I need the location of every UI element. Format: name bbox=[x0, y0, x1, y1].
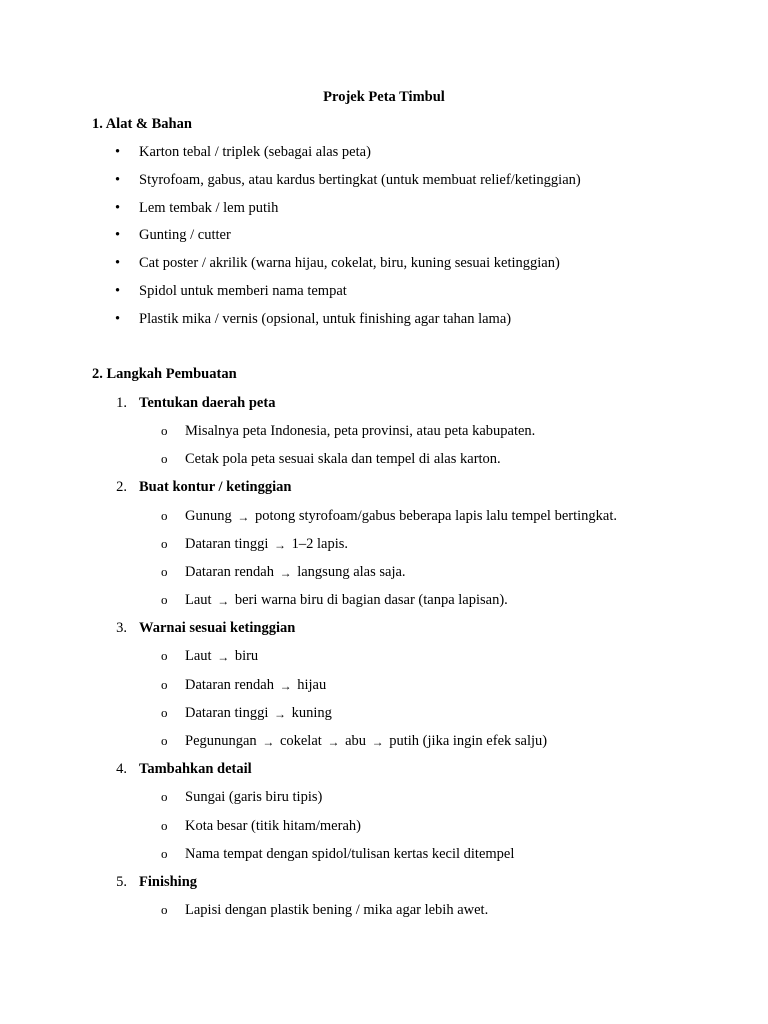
bullet-marker: • bbox=[115, 200, 121, 216]
sub-bullet-marker: o bbox=[161, 451, 168, 466]
sub-list-item bbox=[185, 535, 348, 553]
arrow-right-icon: → bbox=[327, 735, 340, 749]
bullet-marker: • bbox=[115, 144, 121, 160]
item-detail: 1–2 lapis. bbox=[291, 536, 348, 552]
bullet-marker: • bbox=[115, 283, 121, 299]
sub-list-item bbox=[185, 563, 406, 581]
item-detail: langsung alas saja. bbox=[297, 564, 406, 580]
sub-bullet-marker: o bbox=[161, 648, 168, 663]
sub-list-item: Nama tempat dengan spidol/tulisan kertas kecil ditempel bbox=[185, 846, 515, 862]
sub-list-item bbox=[185, 732, 547, 750]
item-term: Laut bbox=[185, 592, 212, 608]
sub-list-item: Lapisi dengan plastik bening / mika agar lebih awet. bbox=[185, 902, 489, 918]
sub-list-item: Misalnya peta Indonesia, peta provinsi, atau peta kabupaten. bbox=[185, 423, 536, 439]
arrow-right-icon: → bbox=[217, 650, 230, 664]
sub-bullet-marker: o bbox=[161, 846, 168, 861]
bullet-marker: • bbox=[115, 311, 121, 327]
sub-list-item bbox=[185, 704, 332, 722]
arrow-right-icon: → bbox=[217, 594, 230, 608]
item-detail: potong styrofoam/gabus beberapa lapis lalu tempel bertingkat. bbox=[254, 508, 617, 524]
sub-bullet-marker: o bbox=[161, 423, 168, 438]
item-detail: hijau bbox=[297, 677, 327, 693]
arrow-right-icon: → bbox=[279, 679, 292, 693]
step-number: 1. bbox=[116, 395, 127, 411]
bullet-marker: • bbox=[115, 172, 121, 188]
item-detail: biru bbox=[234, 648, 259, 664]
item-term: Dataran tinggi bbox=[185, 705, 269, 721]
step-number: 5. bbox=[116, 874, 127, 890]
list-item: Plastik mika / vernis (opsional, untuk finishing agar tahan lama) bbox=[139, 311, 512, 327]
sub-bullet-marker: o bbox=[161, 818, 168, 833]
item-detail: putih (jika ingin efek salju) bbox=[389, 733, 548, 749]
list-item: Karton tebal / triplek (sebagai alas peta) bbox=[139, 144, 371, 160]
bullet-marker: • bbox=[115, 227, 121, 243]
sub-list-item bbox=[185, 591, 508, 609]
sub-bullet-marker: o bbox=[161, 592, 168, 607]
list-item: Lem tembak / lem putih bbox=[139, 200, 279, 216]
item-detail: abu bbox=[345, 733, 366, 749]
sub-list-item: Kota besar (titik hitam/merah) bbox=[185, 818, 361, 834]
sub-list-item bbox=[185, 676, 326, 694]
section-heading-langkah-pembuatan: 2. Langkah Pembuatan bbox=[92, 366, 237, 382]
item-detail: cokelat bbox=[279, 733, 322, 749]
arrow-right-icon: → bbox=[262, 735, 275, 749]
sub-bullet-marker: o bbox=[161, 789, 168, 804]
arrow-right-icon: → bbox=[273, 538, 286, 552]
section-heading-alat-bahan: 1. Alat & Bahan bbox=[92, 116, 192, 132]
item-term: Laut bbox=[185, 648, 212, 664]
list-item: Gunting / cutter bbox=[139, 227, 231, 243]
step-title: Finishing bbox=[139, 874, 198, 890]
step-number: 4. bbox=[116, 761, 127, 777]
item-detail: kuning bbox=[291, 705, 332, 721]
sub-list-item bbox=[185, 647, 258, 665]
document-title: Projek Peta Timbul bbox=[323, 89, 445, 105]
sub-bullet-marker: o bbox=[161, 677, 168, 692]
sub-bullet-marker: o bbox=[161, 705, 168, 720]
sub-bullet-marker: o bbox=[161, 564, 168, 579]
item-detail: beri warna biru di bagian dasar (tanpa lapisan). bbox=[234, 592, 508, 608]
list-item: Cat poster / akrilik (warna hijau, cokelat, biru, kuning sesuai ketinggian) bbox=[139, 255, 560, 271]
arrow-right-icon: → bbox=[371, 735, 384, 749]
arrow-right-icon: → bbox=[273, 707, 286, 721]
bullet-marker: • bbox=[115, 255, 121, 271]
step-title: Buat kontur / ketinggian bbox=[139, 479, 292, 495]
item-term: Dataran rendah bbox=[185, 564, 274, 580]
sub-bullet-marker: o bbox=[161, 733, 168, 748]
item-term: Dataran tinggi bbox=[185, 536, 269, 552]
list-item: Styrofoam, gabus, atau kardus bertingkat (untuk membuat relief/ketinggian) bbox=[139, 172, 581, 188]
list-item: Spidol untuk memberi nama tempat bbox=[139, 283, 347, 299]
step-number: 2. bbox=[116, 479, 127, 495]
sub-list-item: Sungai (garis biru tipis) bbox=[185, 789, 323, 805]
step-title: Tentukan daerah peta bbox=[139, 395, 276, 411]
sub-bullet-marker: o bbox=[161, 536, 168, 551]
arrow-right-icon: → bbox=[237, 510, 250, 524]
sub-list-item: Cetak pola peta sesuai skala dan tempel di alas karton. bbox=[185, 451, 501, 467]
step-title: Tambahkan detail bbox=[139, 761, 252, 777]
step-title: Warnai sesuai ketinggian bbox=[139, 620, 296, 636]
item-term: Dataran rendah bbox=[185, 677, 274, 693]
arrow-right-icon: → bbox=[279, 566, 292, 580]
step-number: 3. bbox=[116, 620, 127, 636]
item-term: Gunung bbox=[185, 508, 232, 524]
sub-bullet-marker: o bbox=[161, 902, 168, 917]
sub-list-item bbox=[185, 507, 617, 525]
sub-bullet-marker: o bbox=[161, 508, 168, 523]
item-term: Pegunungan bbox=[185, 733, 257, 749]
